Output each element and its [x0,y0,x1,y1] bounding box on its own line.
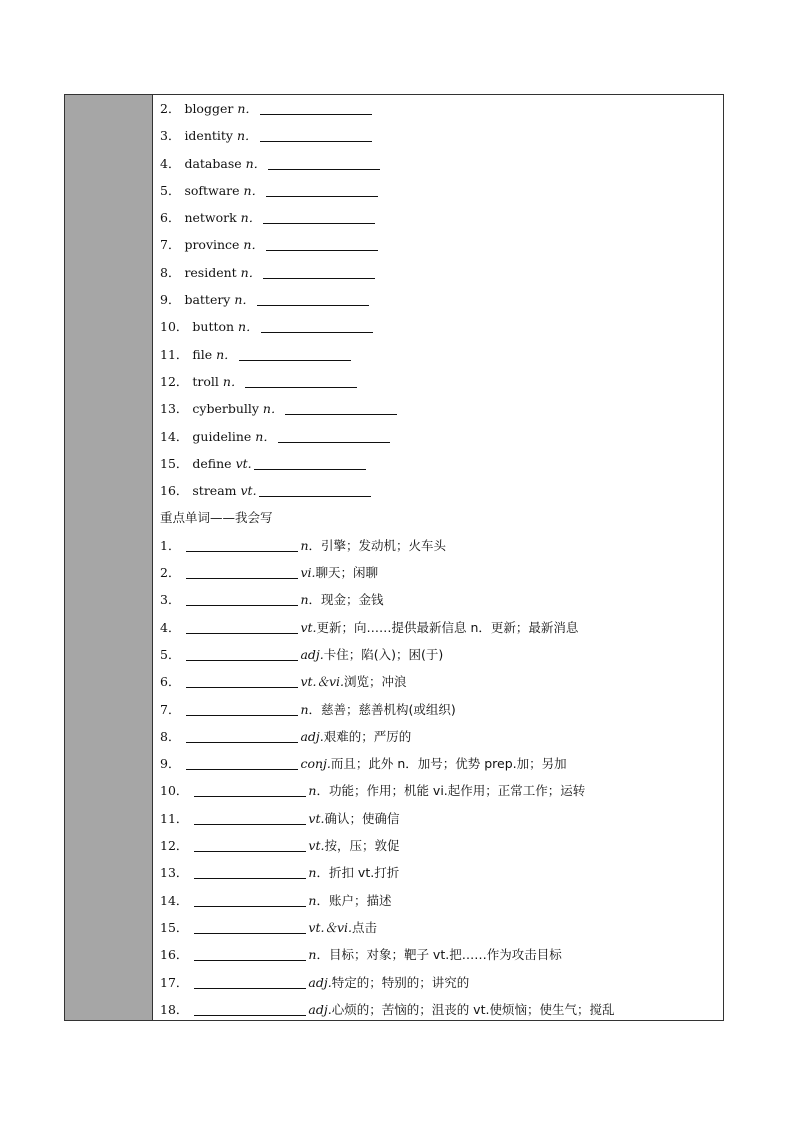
list-item [160,122,723,149]
item-number: 15． [160,919,193,935]
item-pos: n [308,865,317,881]
answer-blank[interactable] [263,278,375,279]
item-word: database [184,155,246,171]
item-number: 16． [160,947,193,963]
item-number: 3． [160,128,185,144]
item-meaning: ．折扣 vt.打折 [316,865,400,881]
item-meaning: ．现金；金钱 [308,592,384,608]
item-number: 18． [160,1001,193,1017]
answer-blank[interactable] [260,114,372,115]
list-item [160,313,723,340]
item-word: blogger [184,101,238,116]
item-meaning: 点击 [351,919,377,935]
item-pos: adj. [300,646,324,662]
list-item [160,941,723,968]
item-number: 9． [160,292,185,308]
list-item [160,969,723,996]
list-item [160,805,723,832]
list-item [160,231,723,258]
list-item [160,204,723,231]
answer-blank[interactable] [254,469,366,470]
item-meaning: 特定的；特别的；讲究的 [331,974,470,990]
list-item [160,286,723,313]
item-pos: vt. [308,838,325,854]
item-pos: adj. [308,1001,332,1017]
item-pos: n． [243,182,265,198]
list-item [160,532,723,559]
item-pos: n [308,947,317,963]
item-word: identity [184,128,237,144]
list-item [160,887,723,914]
item-word: software [184,182,244,198]
section-title: 重点单词——我会写 [160,510,273,526]
answer-blank[interactable] [260,141,372,142]
answer-blank[interactable] [194,933,306,934]
item-meaning: 心烦的；苦恼的；沮丧的 vt.使烦恼；使生气；搅乱 [331,1001,615,1017]
item-meaning: 按，压；敦促 [324,838,400,854]
item-word: stream [192,483,241,499]
item-pos: n． [236,128,258,144]
item-meaning: 聊天；闲聊 [315,565,378,581]
list-item [160,696,723,723]
list-item [160,914,723,941]
item-pos: n． [262,401,284,417]
answer-blank[interactable] [186,660,298,661]
answer-blank[interactable] [285,414,397,415]
item-meaning: 确认；使确信 [324,810,400,826]
item-pos: vt.＆vi. [308,919,352,935]
list-item [160,586,723,613]
list-item [160,450,723,477]
list-item [160,95,723,122]
item-number: 6． [160,210,185,226]
item-meaning: 而且；此外 n．加号；优势 prep.加；另加 [330,756,567,772]
item-meaning: ．账户；描述 [316,892,392,908]
item-number: 6． [160,674,185,690]
answer-blank[interactable] [263,223,375,224]
item-meaning: ．目标；对象；靶子 vt.把……作为攻击目标 [316,947,562,963]
item-number: 9． [160,756,185,772]
item-pos: n [300,701,309,717]
answer-blank[interactable] [186,742,298,743]
answer-blank[interactable] [186,633,298,634]
answer-blank[interactable] [194,906,306,907]
answer-blank[interactable] [194,960,306,961]
answer-blank[interactable] [194,851,306,852]
list-item [160,859,723,886]
list-item [160,423,723,450]
item-word: button [192,319,239,335]
item-number: 7． [160,237,185,253]
item-meaning: 卡住；陷(入)；困(于) [323,646,444,662]
answer-blank[interactable] [194,878,306,879]
list-item [160,777,723,804]
item-pos: n． [237,101,258,116]
item-number: 3． [160,592,185,608]
list-item [160,723,723,750]
item-word: troll [192,373,223,389]
answer-blank[interactable] [259,496,371,497]
item-pos: n [308,783,317,799]
item-word: battery [184,292,235,308]
section-word-meaning [160,95,723,504]
list-item [160,341,723,368]
item-number: 7． [160,701,185,717]
item-word: resident [184,264,241,280]
item-number: 10． [160,319,193,335]
item-pos: n [300,592,309,608]
item-number: 17． [160,974,193,990]
worksheet-table [64,94,724,1021]
item-number: 14． [160,892,193,908]
item-pos: n． [240,264,262,280]
item-number: 4． [160,619,185,635]
answer-blank[interactable] [266,250,378,251]
item-pos: n． [222,373,244,389]
gray-side-column [65,95,153,1020]
item-pos: n． [255,428,276,444]
answer-blank[interactable] [261,332,373,333]
item-pos: vt. [240,483,257,499]
item-number: 12． [160,373,193,389]
vocabulary-content [153,95,723,1020]
item-pos: n． [216,346,237,362]
item-number: 13． [160,401,193,417]
item-number: 2． [160,101,185,116]
item-word: guideline [192,428,256,444]
item-number: 12． [160,838,193,854]
item-number: 8． [160,728,185,744]
item-number: 2． [160,565,185,581]
answer-blank[interactable] [186,605,298,606]
list-item [160,641,723,668]
item-word: province [184,237,244,253]
list-item [160,477,723,504]
item-pos: vt. [308,810,325,826]
item-word: cyberbully [192,401,263,417]
item-pos: adj. [308,974,332,990]
item-meaning: ．引擎；发动机；火车头 [308,537,447,553]
item-number: 5． [160,646,185,662]
item-pos: vi. [300,565,316,581]
answer-blank[interactable] [257,305,369,306]
list-item [160,559,723,586]
answer-blank[interactable] [194,796,306,797]
answer-blank[interactable] [278,442,390,443]
item-number: 11． [160,810,193,826]
list-item [160,395,723,422]
item-number: 8． [160,264,185,280]
answer-blank[interactable] [266,196,378,197]
list-item [160,996,723,1023]
list-item [160,614,723,641]
item-pos: vt.＆vi. [300,674,345,690]
answer-blank[interactable] [194,824,306,825]
item-word: define [192,455,236,471]
list-item [160,150,723,177]
answer-blank[interactable] [186,551,298,552]
item-pos: n． [240,210,262,226]
item-number: 13． [160,865,193,881]
item-number: 14． [160,428,193,444]
answer-blank[interactable] [186,769,298,770]
item-meaning: 更新；向……提供最新信息 n．更新；最新消息 [316,619,579,635]
item-number: 15． [160,455,193,471]
item-meaning: 浏览；冲浪 [344,674,407,690]
list-item [160,668,723,695]
item-number: 11． [160,346,193,362]
item-number: 5． [160,182,185,198]
item-meaning: 艰难的；严厉的 [323,728,412,744]
answer-blank[interactable] [239,360,351,361]
item-pos: conj. [300,756,331,772]
list-item [160,832,723,859]
answer-blank[interactable] [186,687,298,688]
list-item [160,368,723,395]
list-item [160,177,723,204]
item-number: 16． [160,483,193,499]
item-pos: adj. [300,728,324,744]
item-meaning: ．功能；作用；机能 vi.起作用；正常工作；运转 [316,783,586,799]
item-pos: vt. [235,455,252,471]
answer-blank[interactable] [186,715,298,716]
item-pos: n． [243,237,264,253]
item-pos: n [300,537,309,553]
item-pos: n [308,892,317,908]
item-pos: n． [234,292,255,308]
item-pos: n． [238,319,259,335]
answer-blank[interactable] [194,1015,306,1016]
list-item [160,750,723,777]
answer-blank[interactable] [186,578,298,579]
item-pos: n． [245,155,267,171]
item-meaning: ．慈善；慈善机构(或组织) [308,701,456,717]
item-word: file [192,346,217,362]
answer-blank[interactable] [245,387,357,388]
item-number: 10． [160,783,193,799]
answer-blank[interactable] [268,169,380,170]
item-pos: vt. [300,619,317,635]
section-word-spelling [160,532,723,1023]
answer-blank[interactable] [194,988,306,989]
list-item [160,259,723,286]
item-number: 1． [160,537,185,553]
item-word: network [184,210,241,226]
item-number: 4． [160,155,185,171]
